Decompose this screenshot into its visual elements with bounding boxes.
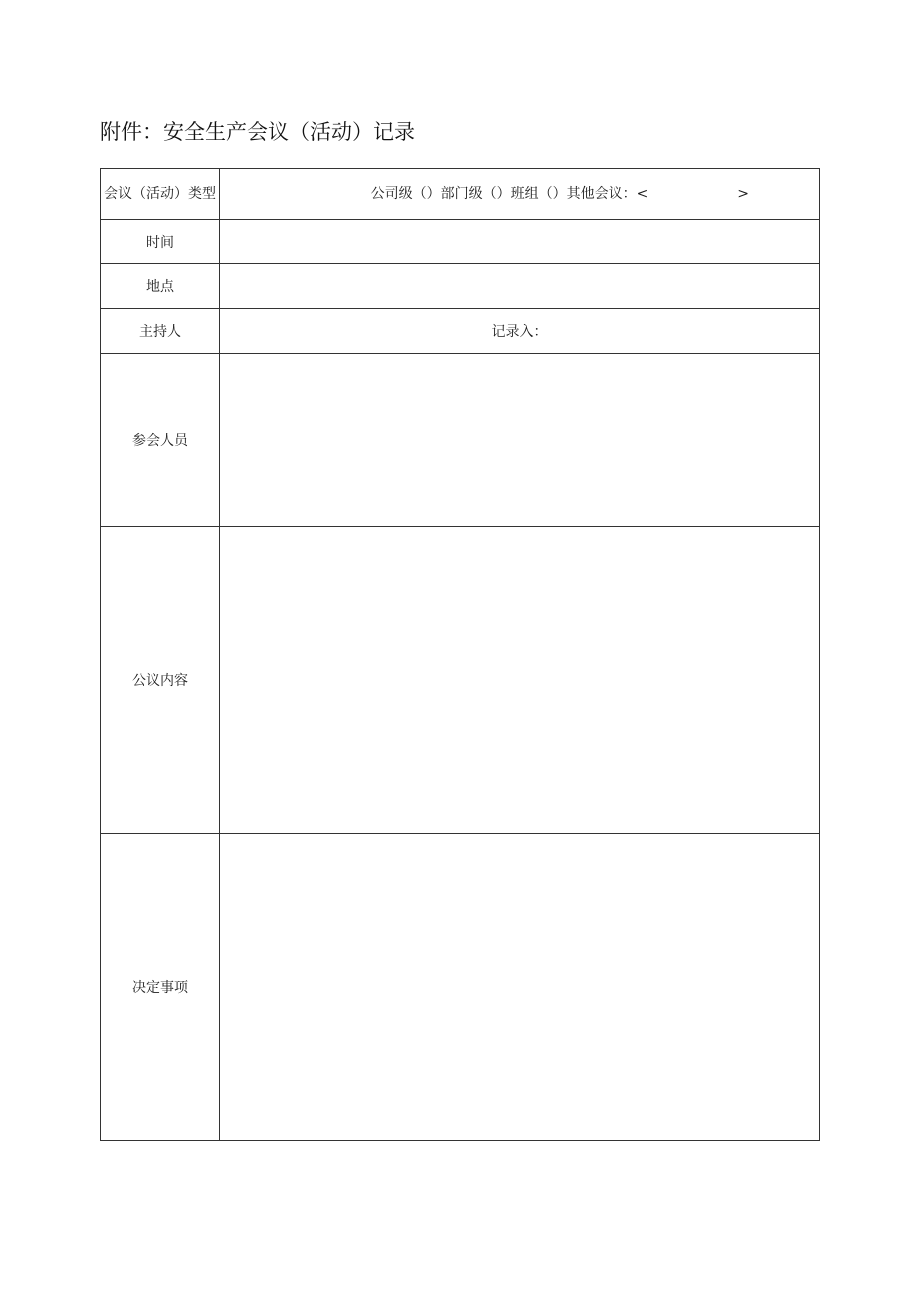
decisions-label: 决定事项 [101,834,220,1141]
row-content [101,527,820,834]
decisions-field[interactable] [220,834,820,1141]
meeting-type-close-bracket: > [737,186,749,202]
place-field[interactable] [220,264,820,309]
content-label: 公议内容 [101,527,220,834]
host-label: 主持人 [101,309,220,354]
attendees-field[interactable] [220,354,820,527]
meeting-type-options: 公司级（）部门级（）班组（）其他会议：< [370,186,649,202]
time-label: 时间 [101,220,220,264]
recorder-label: 记录入： [491,324,548,340]
content-field[interactable] [220,527,820,834]
row-host [101,309,820,354]
row-meeting-type [101,169,820,220]
row-decisions [101,834,820,1141]
row-time [101,220,820,264]
row-attendees [101,354,820,527]
meeting-type-label: 会议（活动）类型 [101,169,220,220]
time-field[interactable] [220,220,820,264]
page-title: 附件：安全生产会议（活动）记录 [100,120,415,144]
row-place [101,264,820,309]
meeting-type-field[interactable] [220,169,820,220]
meeting-record-form [100,168,820,1141]
attendees-label: 参会人员 [101,354,220,527]
place-label: 地点 [101,264,220,309]
recorder-field[interactable] [220,309,820,354]
